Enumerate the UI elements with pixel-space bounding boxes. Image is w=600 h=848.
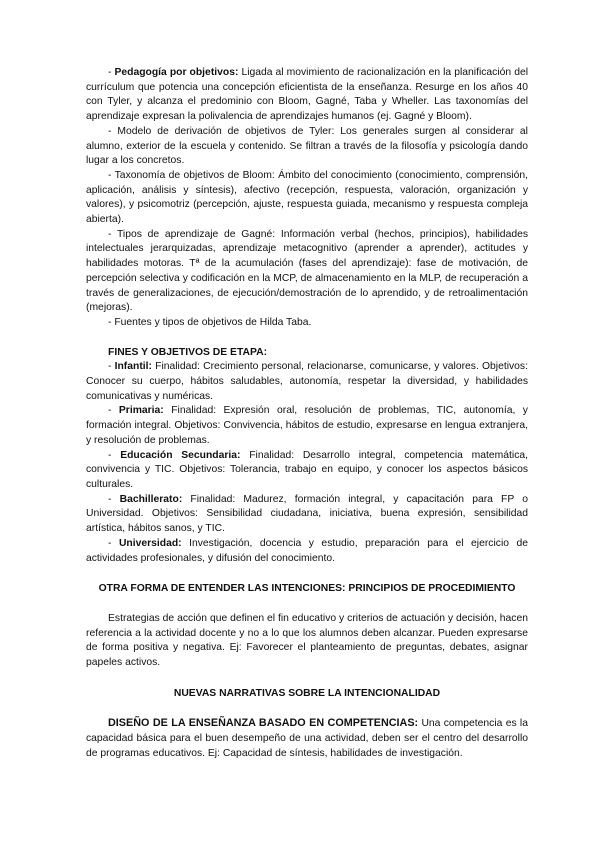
etapa-term: Universidad: [118, 537, 182, 549]
otra-forma-paragraph: Estrategias de acción que definen el fin educativo y criterios de actuación y decisión, hacen referencia a la actividad docente y no a lo que los alumnos deben alcanzar. Pueden expresarse de forma positiva y negativa. Ej: Favorecer el planteamiento de preguntas, debates, asignar papeles activos. [86, 612, 528, 669]
narrativas-heading: NUEVAS NARRATIVAS SOBRE LA INTENCIONALIDAD [173, 687, 441, 699]
fines-heading: FINES Y OBJETIVOS DE ETAPA: [108, 346, 268, 358]
etapa-paragraph: - Bachillerato: Finalidad: Madurez, formación integral, y capacitación para FP o Universidad. Objetivos: Sensibilidad ciudadana, iniciativa, buena expresión, sensibilidad artística, hábitos sanos, y TIC. [86, 493, 528, 535]
etapa-paragraph: - Primaria: Finalidad: Expresión oral, resolución de problemas, TIC, autonomía, y formación integral. Objetivos: Convivencia, hábitos de estudio, expresarse en lengua extranjera, y resolución de problemas. [86, 405, 528, 446]
objetivos-section [86, 66, 528, 331]
objetivo-paragraph: - Taxonomía de objetivos de Bloom: Ámbito del conocimiento (conocimiento, comprensión, aplicación, análisis y síntesis), afectivo (recepción, respuesta, valoración, organización y valores), y psicomotriz (percepción, ajuste, respuesta guiada, mecanismo y respuesta compleja abierta). [86, 169, 528, 226]
competencias-term: DISEÑO DE LA ENSEÑANZA BASADO EN COMPETENCIAS: [108, 717, 419, 730]
competencias-paragraph: DISEÑO DE LA ENSEÑANZA BASADO EN COMPETENCIAS: Una competencia es la capacidad básica para el buen desempeño de una actividad, deben ser el centro del desarrollo de programas educativos. Ej: Capacidad de síntesis, habilidades de investigación. [86, 717, 528, 759]
etapa-paragraph: - Educación Secundaria: Finalidad: Desarrollo integral, competencia matemática, convivencia y TIC. Objetivos: Tolerancia, trabajo en equipo, y conocer los aspectos básicos culturales. [86, 449, 528, 490]
etapa-paragraph: - Infantil: Finalidad: Crecimiento personal, relacionarse, comunicarse, y valores. Objetivos: Conocer su cuerpo, hábitos saludables, autonomía, respetar la diversidad, y habilidades comunicativas y numéricas. [86, 361, 528, 402]
objetivo-paragraph: - Pedagogía por objetivos: Ligada al movimiento de racionalización en la planificación del currículum que potencia una concepción eficientista de la enseñanza. Resurge en los años 40 con Tyler, y alcanza el predominio con Bloom, Gagné, Taba y Wheller. Las taxonomías del aprendizaje expresan la polivalencia de aprendizajes humanos (ej. Gagné y Bloom). [86, 67, 528, 123]
otra-forma-heading: OTRA FORMA DE ENTENDER LAS INTENCIONES: PRINCIPIOS DE PROCEDIMIENTO [98, 583, 516, 595]
objetivo-term: Pedagogía por objetivos: [114, 67, 239, 78]
etapa-term: Infantil: [114, 361, 152, 373]
objetivo-paragraph: - Tipos de aprendizaje de Gagné: Información verbal (hechos, principios), habilidades intelectuales jerarquizadas, aprendizaje metacognitivo (aprender a aprender), actitudes y habilidades motoras. Tª de la acumulación (fases del aprendizaje): fase de motivación, de percepción selectiva y codificación en la MCP, de almacenamiento en la MLP, de recuperación a través de generalizaciones, de ejecución/demostración de lo aprendido, y de retroalimentación (mejoras). [86, 228, 528, 314]
etapa-term: Primaria: [118, 405, 164, 417]
etapa-paragraph: - Universidad: Investigación, docencia y estudio, preparación para el ejercicio de actividades profesionales, y difusión del conocimiento. [86, 537, 528, 564]
objetivo-paragraph: - Modelo de derivación de objetivos de Tyler: Los generales surgen al considerar al alumno, exterior de la escuela y contenido. Se filtran a través de la filosofía y psicología dando lugar a los concretos. [86, 125, 528, 167]
objetivo-paragraph: - Fuentes y tipos de objetivos de Hilda Taba. [108, 316, 312, 328]
etapa-term: Educación Secundaria: [120, 449, 241, 461]
etapa-term: Bachillerato: [119, 493, 183, 505]
fines-section [86, 346, 528, 567]
